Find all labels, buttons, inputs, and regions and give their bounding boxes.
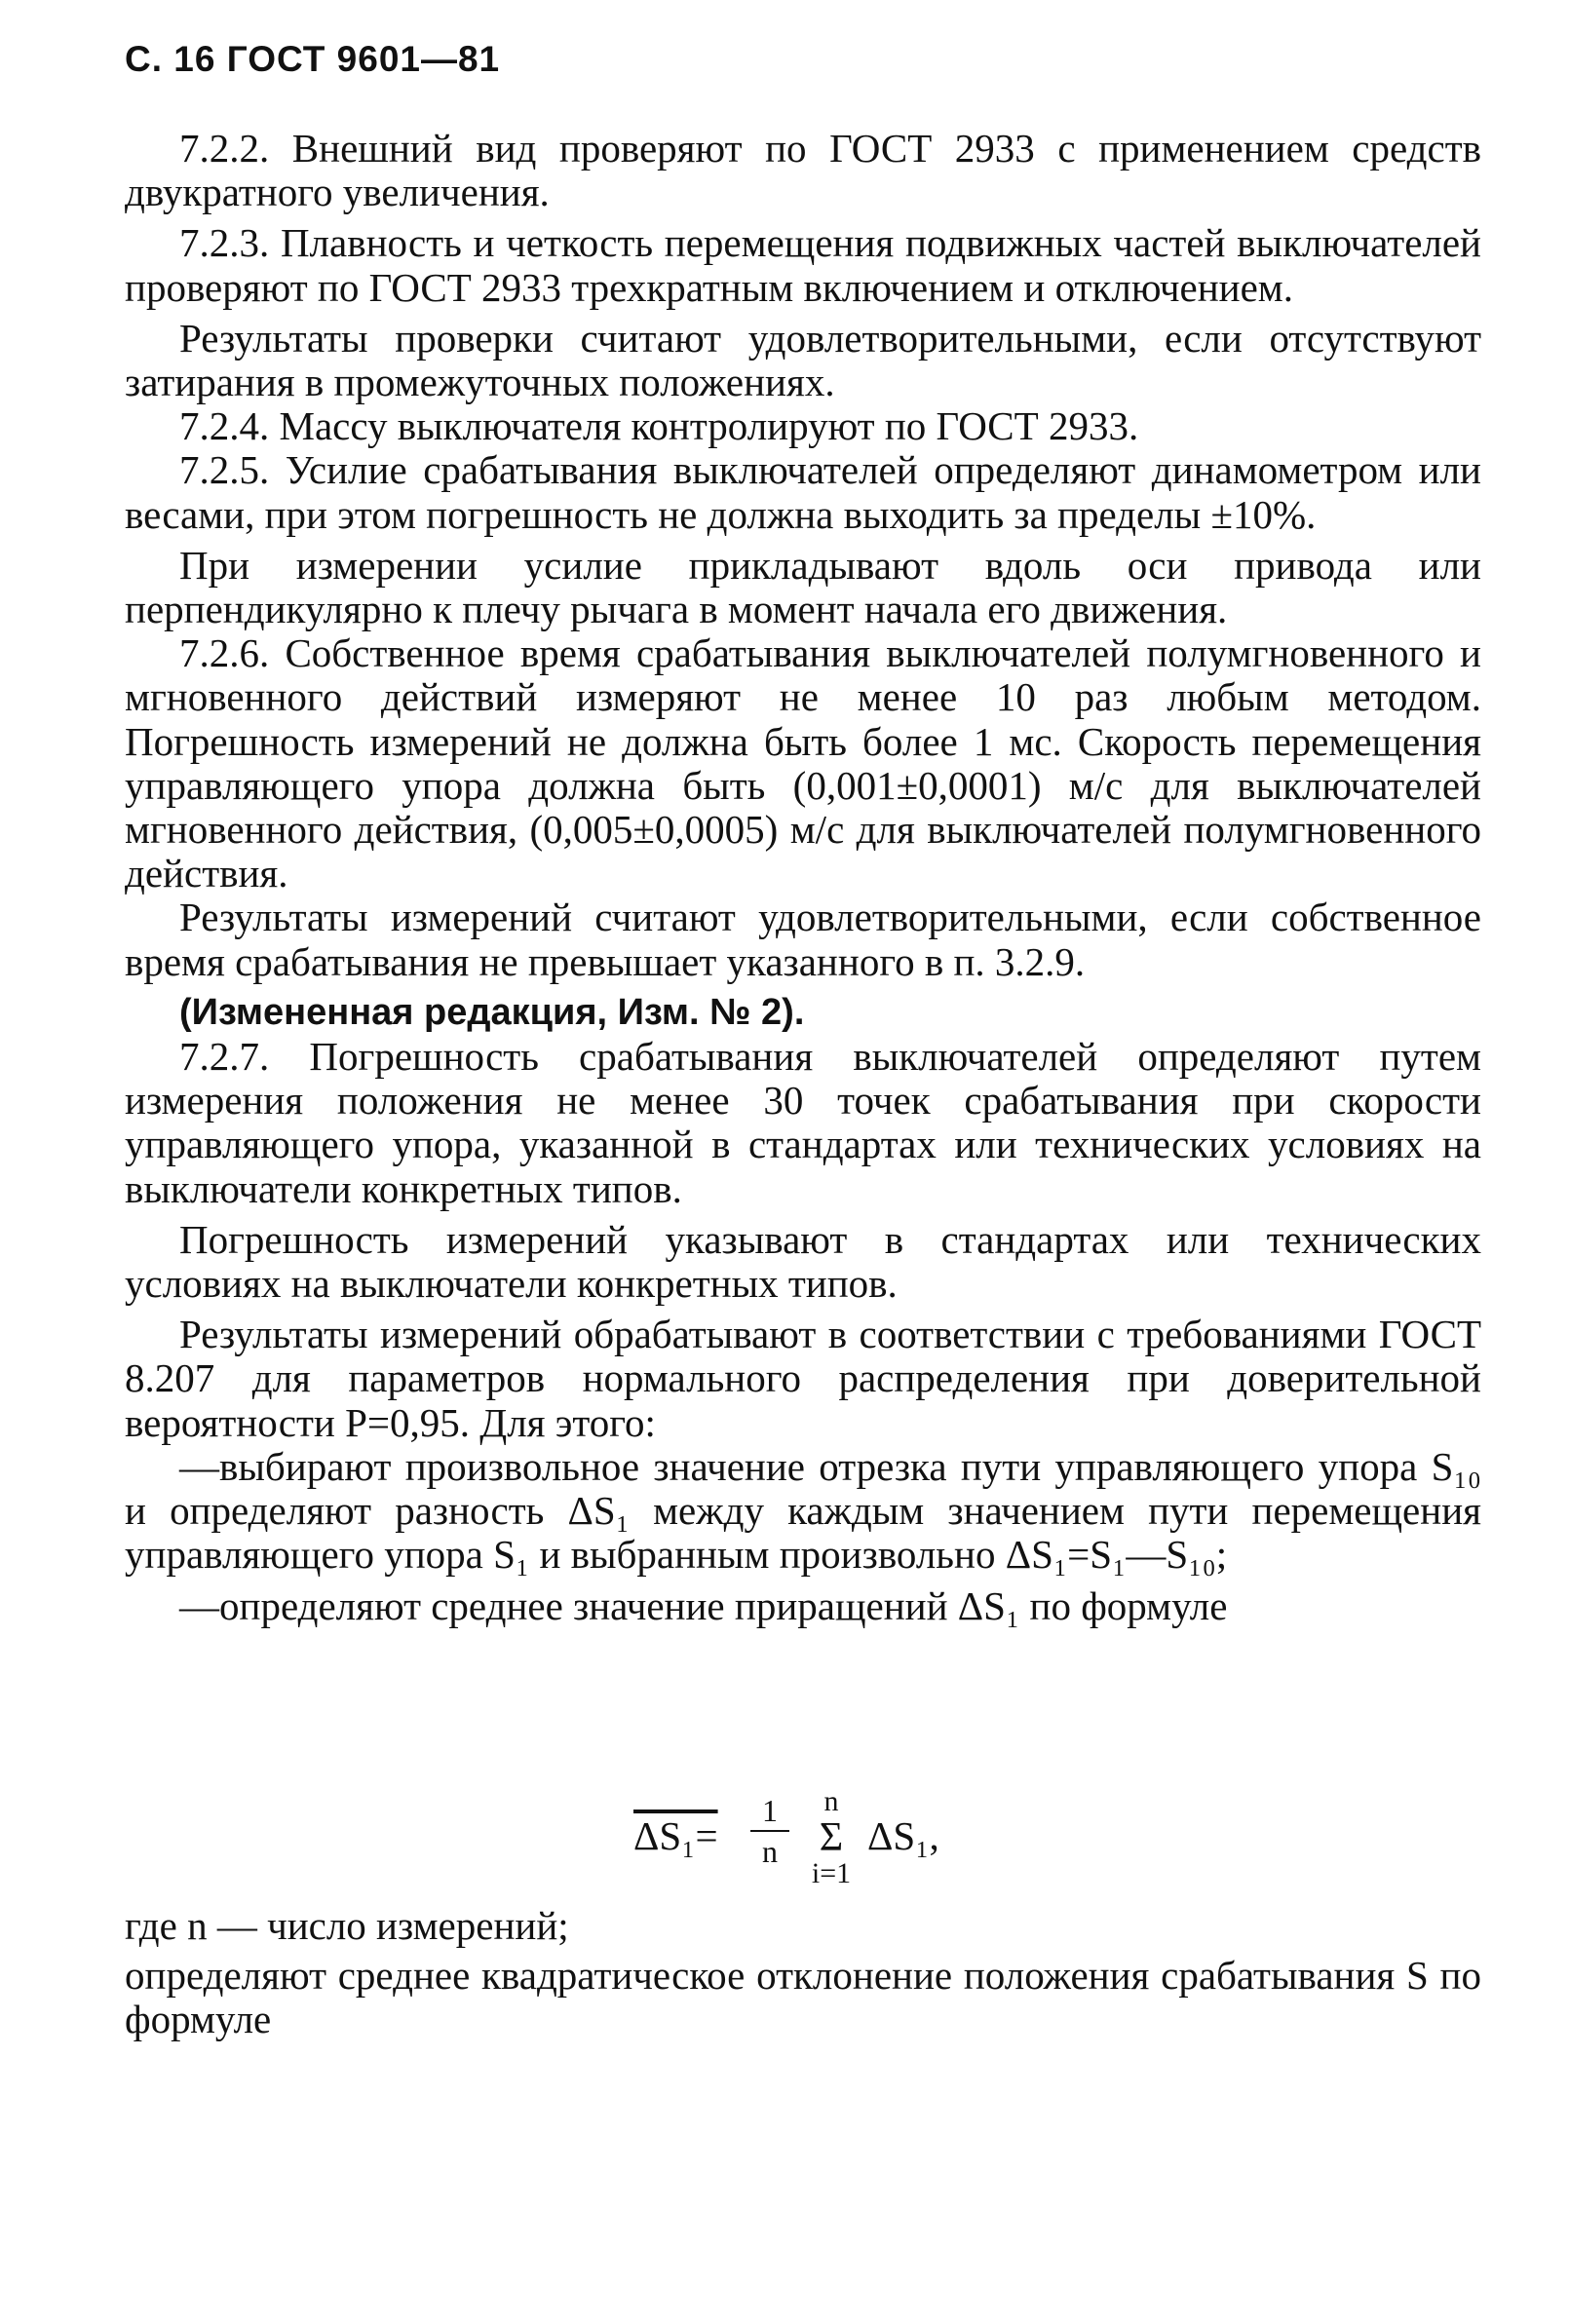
paragraph-force-measure: При измерении усилие прикладывают вдоль оси привода или перпендикулярно к плечу рычага в момент начала его движения. <box>125 542 1481 632</box>
paragraph-std-deviation: определяют среднее квадратическое отклонение положения срабатывания S по формуле <box>125 1953 1481 2042</box>
formula-denominator: n <box>762 1834 778 1869</box>
formula-rhs: ΔS₁, <box>867 1813 939 1858</box>
formula-summation <box>807 1785 856 1890</box>
amendment-note: (Измененная редакция, Изм. № 2). <box>179 991 805 1033</box>
document-tail <box>125 1904 1481 2042</box>
list-item-choose-value: —выбирают произвольное значение отрезка пути управляющего упора S₁₀ и определяют разность ΔS₁ между каждым значением пути перемещения управляющего упора S₁ и выбранным произвольно ΔS₁=S₁—S₁₀; <box>125 1443 1481 1578</box>
paragraph-7-2-2: 7.2.2. Внешний вид проверяют по ГОСТ 2933 с применением средств двукратного увеличения. <box>125 126 1481 215</box>
list-item-mean-increment: —определяют среднее значение приращений ΔS₁ по формуле <box>179 1582 1228 1628</box>
formula-lhs: ΔS₁= <box>633 1813 718 1858</box>
formula-fraction <box>750 1793 789 1869</box>
sum-lower-limit: i=1 <box>811 1857 852 1889</box>
formula-numerator: 1 <box>762 1793 778 1828</box>
paragraph-processing: Результаты измерений обрабатывают в соответствии с требованиями ГОСТ 8.207 для параметров нормального распределения при доверительной вероятности P=0,95. Для этого: <box>125 1312 1481 1445</box>
paragraph-7-2-7: 7.2.7. Погрешность срабатывания выключателей определяют путем измерения положения не менее 30 точек срабатывания при скорости управляющего упора, указанной в стандартах или технических условиях на выключатели конкретных типов. <box>125 1034 1481 1211</box>
paragraph-error-spec: Погрешность измерений указывают в стандартах или технических условиях на выключатели конкретных типов. <box>125 1216 1481 1307</box>
fraction-bar <box>750 1830 789 1832</box>
sigma-symbol: Σ <box>819 1815 844 1860</box>
paragraph-7-2-5: 7.2.5. Усилие срабатывания выключателей определяют динамометром или весами, при этом погрешность не должна выходить за пределы ±10%. <box>125 447 1481 537</box>
paragraph-results-check: Результаты проверки считают удовлетворительными, если отсутствуют затирания в промежуточных положениях. <box>125 315 1481 405</box>
document-body <box>125 127 1481 1628</box>
running-header: С. 16 ГОСТ 9601—81 <box>125 39 501 79</box>
where-n-definition: где n — число измерений; <box>125 1903 569 1948</box>
paragraph-7-2-3: 7.2.3. Плавность и четкость перемещения подвижных частей выключателей проверяют по ГОСТ 2933 трехкратным включением и отключением. <box>125 220 1481 310</box>
paragraph-7-2-6: 7.2.6. Собственное время срабатывания выключателей полумгновенного и мгновенного действий измеряют не менее 10 раз любым методом. Погрешность измерений не должна быть более 1 мс. Скорость перемещения управляющего упора должна быть (0,001±0,0001) м/с для выключателей мгновенного действия, (0,005±0,0005) м/с для выключателей полумгновенного действия. <box>125 630 1481 896</box>
paragraph-results-time: Результаты измерений считают удовлетворительными, если собственное время срабатывания не превышает указанного в п. 3.2.9. <box>125 895 1481 984</box>
paragraph-7-2-4: 7.2.4. Массу выключателя контролируют по ГОСТ 2933. <box>179 403 1139 449</box>
sum-upper-limit: n <box>823 1785 839 1817</box>
mean-increment-formula <box>633 1785 1023 1894</box>
